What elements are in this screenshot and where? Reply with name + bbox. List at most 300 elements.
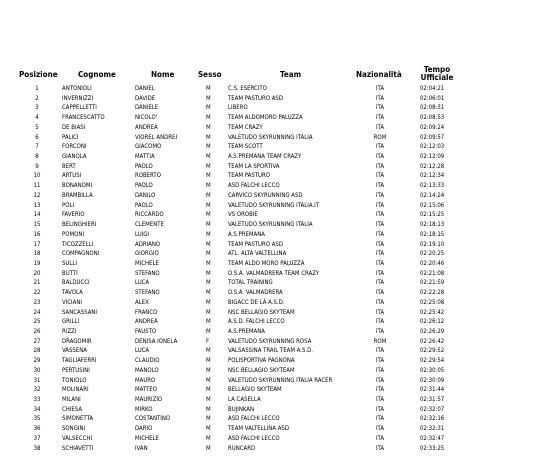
table-row [0,366,534,376]
time-cell: 02:32:16 [420,415,445,423]
nationality-cell: ITA [375,415,385,423]
sex-cell: M [206,211,211,219]
sex-cell: M [206,143,211,151]
position-cell: 24 [33,308,41,316]
sex-cell: M [206,172,211,180]
table-row [0,171,534,181]
table-row [0,414,534,424]
name-cell: MAURIZIO [135,396,163,403]
nationality-cell: ITA [375,94,385,102]
position-cell: 32 [33,386,41,394]
time-cell: 02:12:03 [420,143,445,151]
name-cell: DARIO [135,425,153,433]
name-cell: MAURO [135,376,156,384]
sex-cell: M [206,191,211,199]
team-cell: VS OROBIE [228,211,258,219]
sex-cell: M [206,298,211,306]
position-cell: 9 [35,162,39,170]
sex-cell: M [206,123,211,131]
name-cell: ANDREA [135,318,158,326]
surname-cell: INVERNIZZI [62,94,94,102]
surname-cell: GRILLI [62,318,80,326]
time-cell: 02:12:34 [420,172,445,180]
name-cell: PAOLO [135,201,153,209]
position-cell: 1 [35,85,39,92]
table-row [0,288,534,298]
surname-cell: BALDUCCI [62,279,90,287]
name-cell: FRANCO [135,308,158,316]
position-cell: 13 [33,201,41,209]
time-cell: 02:26:42 [420,337,445,345]
nationality-cell: ITA [375,279,385,287]
sex-cell: M [206,133,211,141]
table-row [0,317,534,327]
nationality-cell: ITA [375,85,385,92]
sex-cell: M [206,85,211,92]
team-cell: NSC BELLAGIO SKYTEAM [228,308,295,316]
name-cell: DANIELE [135,104,159,112]
team-cell: TEAM LA SPORTIVA [228,162,280,170]
table-row [0,142,534,152]
surname-cell: TICOZZELLI [62,240,94,248]
time-cell: 02:29:54 [420,357,445,365]
name-cell: DANILO [135,191,156,199]
position-cell: 34 [33,405,41,413]
table-row [0,327,534,337]
sex-cell: M [206,347,211,355]
nationality-cell: ITA [375,259,385,267]
sex-cell: M [206,269,211,277]
sex-cell: M [206,250,211,258]
surname-cell: MILANI [62,396,81,403]
sex-cell: M [206,162,211,170]
name-cell: LUIGI [135,230,150,238]
surname-cell: TAVOLA [62,289,83,297]
position-cell: 36 [33,425,41,433]
team-cell: CARVICO SKYRUNNING ASD [228,191,303,199]
position-cell: 21 [33,279,41,287]
team-cell: VALSASSINA TRAIL TEAM A.S.D. [228,347,314,355]
table-row [0,269,534,279]
position-cell: 38 [33,444,41,452]
team-cell: POLISPORTIVA PAGNONA [228,357,295,365]
sex-cell: M [206,240,211,248]
surname-cell: BELINGHIERI [62,221,97,229]
surname-cell: RIZZI [62,327,77,335]
name-cell: ADRIANO [135,240,161,248]
nationality-cell: ITA [375,201,385,209]
team-cell: TEAM SCOTT [228,143,263,151]
position-cell: 10 [33,172,41,180]
table-row [0,94,534,104]
time-cell: 02:26:29 [420,327,445,335]
time-cell: 02:22:28 [420,289,445,297]
sex-cell: M [206,221,211,229]
surname-cell: BUTTI [62,269,78,277]
nationality-cell: ITA [375,269,385,277]
sex-cell: M [206,327,211,335]
time-cell: 02:30:09 [420,376,445,384]
position-cell: 29 [33,357,41,365]
position-cell: 18 [33,250,41,258]
nationality-cell: ITA [375,289,385,297]
surname-cell: FAVERIO [62,211,85,219]
time-cell: 02:25:08 [420,298,445,306]
team-cell: TEAM PASTURO [228,172,271,180]
team-cell: C.S. ESERCITO [228,85,267,92]
table-row [0,434,534,444]
team-cell: BELLAGIO SKYTEAM [228,386,282,394]
team-cell: VALETUDO SKYRUNNING ROSA [228,337,312,345]
surname-cell: PERTUSINI [62,366,90,374]
position-cell: 17 [33,240,41,248]
position-cell: 26 [33,327,41,335]
table-row [0,84,534,94]
surname-cell: ARTUSI [62,172,82,180]
nationality-cell: ITA [375,221,385,229]
position-cell: 25 [33,318,41,326]
team-cell: A.S.D. FALCHI LECCO [228,318,285,326]
surname-cell: FRANCESCATTO [62,114,105,122]
team-cell: RUNCARD [228,444,256,452]
nationality-cell: ITA [375,444,385,452]
sex-cell: M [206,114,211,122]
surname-cell: SCHIAVETTI [62,444,94,452]
time-cell: 02:32:31 [420,425,445,433]
table-row [0,191,534,201]
time-cell: 02:14:24 [420,191,445,199]
position-cell: 12 [33,191,41,199]
surname-cell: VALSECCHI [62,434,93,442]
name-cell: COSTANTINO [135,415,171,423]
surname-cell: COMPAGNONI [62,250,100,258]
name-cell: DAVIDE [135,94,156,102]
team-cell: TEAM CRAZY [228,123,263,131]
surname-cell: BONANOMI [62,182,93,190]
name-cell: CLEMENTE [135,221,164,229]
table-row [0,424,534,434]
nationality-cell: ITA [375,327,385,335]
team-cell: O.S.A. VALMADRERA [228,289,283,297]
team-cell: TEAM ALDOMORO PALUZZA [228,114,303,122]
nationality-cell: ITA [375,240,385,248]
name-cell: ANDREA [135,123,158,131]
table-row [0,152,534,162]
nationality-cell: ITA [375,104,385,112]
surname-cell: SONGINI [62,425,86,433]
sex-cell: M [206,376,211,384]
surname-cell: BRAMBILLA [62,191,93,199]
sex-cell: M [206,308,211,316]
time-cell: 02:13:33 [420,182,445,190]
position-cell: 22 [33,289,41,297]
sex-cell: M [206,396,211,403]
sex-cell: F [206,337,210,345]
nationality-cell: ITA [375,347,385,355]
header-tempo-ufficiale [418,66,456,82]
time-cell: 02:31:44 [420,386,445,394]
team-cell: A.S.PREMANA TEAM CRAZY [228,153,302,161]
time-cell: 02:04:21 [420,85,445,92]
time-cell: 02:26:12 [420,318,445,326]
team-cell: TEAM PASTURO ASD [228,94,283,102]
team-cell: BIGACC DE LÂ A.S.D. [228,298,285,306]
name-cell: ROBERTO [135,172,161,180]
header-nazionalita: Nazionalità [356,70,402,79]
nationality-cell: ITA [375,318,385,326]
position-cell: 11 [33,182,41,190]
team-cell: ASD FALCHI LECCO [228,182,280,190]
team-cell: VALETUDO SKYRUNNING ITALIA [228,221,313,229]
surname-cell: SULLI [62,259,77,267]
position-cell: 14 [33,211,41,219]
time-cell: 02:18:15 [420,230,445,238]
table-row [0,385,534,395]
name-cell: MIRKO [135,405,153,413]
surname-cell: POLI [62,201,75,209]
time-cell: 02:08:53 [420,114,445,122]
name-cell: PAOLO [135,182,153,190]
position-cell: 8 [35,153,39,161]
surname-cell: DRAGOMIR [62,337,92,345]
surname-cell: PALICI [62,133,79,141]
time-cell: 02:12:28 [420,162,445,170]
sex-cell: M [206,318,211,326]
time-cell: 02:09:57 [420,133,445,141]
team-cell: VALETUDO SKYRUNNING ITALIA [228,133,313,141]
time-cell: 02:32:47 [420,434,445,442]
surname-cell: GIANOLA [62,153,87,161]
header-tempo-line1: Tempo [423,65,451,74]
time-cell: 02:09:24 [420,123,445,131]
time-cell: 02:08:31 [420,104,445,112]
table-row [0,181,534,191]
table-row [0,278,534,288]
name-cell: LUCA [135,347,150,355]
table-row [0,376,534,386]
sex-cell: M [206,94,211,102]
name-cell: GIORGIO [135,250,159,258]
position-cell: 5 [35,123,39,131]
name-cell: NICOLO' [135,114,158,122]
time-cell: 02:31:57 [420,396,445,403]
position-cell: 19 [33,259,41,267]
nationality-cell: ITA [375,308,385,316]
position-cell: 37 [33,434,41,442]
sex-cell: M [206,201,211,209]
sex-cell: M [206,182,211,190]
time-cell: 02:12:09 [420,153,445,161]
position-cell: 31 [33,376,41,384]
position-cell: 2 [35,94,39,102]
name-cell: MICHELE [135,434,159,442]
table-row [0,113,534,123]
header-sesso: Sesso [198,70,222,79]
sex-cell: M [206,153,211,161]
name-cell: MICHELE [135,259,159,267]
name-cell: ALEX [135,298,149,306]
sex-cell: M [206,425,211,433]
table-row [0,395,534,405]
name-cell: RICCARDO [135,211,164,219]
name-cell: FAUSTO [135,327,157,335]
team-cell: LA CASELLA [228,396,261,403]
nationality-cell: ITA [375,162,385,170]
name-cell: DENISA IONELA [135,337,178,345]
team-cell: TEAM PASTURO ASD [228,240,283,248]
time-cell: 02:21:08 [420,269,445,277]
name-cell: MATTIA [135,153,155,161]
header-tempo-line2: Ufficiale [420,73,454,82]
nationality-cell: ITA [375,191,385,199]
sex-cell: M [206,259,211,267]
sex-cell: M [206,386,211,394]
sex-cell: M [206,230,211,238]
sex-cell: M [206,289,211,297]
name-cell: MATTEO [135,386,158,394]
nationality-cell: ITA [375,425,385,433]
time-cell: 02:29:52 [420,347,445,355]
nationality-cell: ITA [375,396,385,403]
sex-cell: M [206,104,211,112]
table-row [0,230,534,240]
header-nome: Nome [151,70,175,79]
table-row [0,133,534,143]
name-cell: CLAUDIO [135,357,160,365]
nationality-cell: ITA [375,123,385,131]
header-team: Team [280,70,302,79]
surname-cell: SIMONETTA [62,415,94,423]
table-row [0,220,534,230]
surname-cell: BERT [62,162,76,170]
surname-cell: DE BIASI [62,123,86,131]
table-row [0,210,534,220]
time-cell: 02:15:06 [420,201,445,209]
team-cell: LIBERO [228,104,248,112]
nationality-cell: ITA [375,114,385,122]
sex-cell: M [206,366,211,374]
position-cell: 20 [33,269,41,277]
nationality-cell: ITA [375,298,385,306]
sex-cell: M [206,434,211,442]
team-cell: ATL. ALTA VALTELLINA [228,250,287,258]
table-row [0,405,534,415]
time-cell: 02:32:07 [420,405,445,413]
team-cell: NSC BELLAGIO SKYTEAM [228,366,295,374]
surname-cell: ANTONIOLI [62,85,92,92]
results-table [0,84,534,453]
surname-cell: VASSENA [62,347,87,355]
surname-cell: MOLINARI [62,386,89,394]
team-cell: A.S.PREMANA [228,327,265,335]
time-cell: 02:20:46 [420,259,445,267]
name-cell: PAOLO [135,162,153,170]
time-cell: 02:33:25 [420,444,445,452]
name-cell: DANIEL [135,85,155,92]
table-row [0,346,534,356]
team-cell: O.S.A. VALMADRERA TEAM CRAZY [228,269,320,277]
team-cell: TEAM VALTELLINA ASD [228,425,289,433]
nationality-cell: ITA [375,182,385,190]
sex-cell: M [206,444,211,452]
table-row [0,444,534,454]
nationality-cell: ITA [375,376,385,384]
team-cell: TEAM ALDO MORO PALUZZA [228,259,305,267]
surname-cell: FORCONI [62,143,87,151]
position-cell: 35 [33,415,41,423]
table-row [0,308,534,318]
surname-cell: VICIANI [62,298,82,306]
position-cell: 3 [35,104,39,112]
name-cell: IVAN [135,444,148,452]
time-cell: 02:19:10 [420,240,445,248]
name-cell: STEFANO [135,289,160,297]
table-row [0,201,534,211]
table-row [0,337,534,347]
name-cell: VIOREL ANDREI [135,133,178,141]
surname-cell: CAPPELLETTI [62,104,97,112]
position-cell: 27 [33,337,41,345]
nationality-cell: ITA [375,230,385,238]
nationality-cell: ROM [373,337,387,345]
position-cell: 16 [33,230,41,238]
time-cell: 02:18:13 [420,221,445,229]
nationality-cell: ITA [375,405,385,413]
sex-cell: M [206,279,211,287]
nationality-cell: ITA [375,386,385,394]
table-row [0,162,534,172]
nationality-cell: ITA [375,434,385,442]
surname-cell: POMONI [62,230,85,238]
nationality-cell: ITA [375,211,385,219]
team-cell: VALETUDO SKYRUNNING ITALIA RACER [228,376,333,384]
surname-cell: CHIESA [62,405,83,413]
time-cell: 02:06:01 [420,94,445,102]
position-cell: 23 [33,298,41,306]
team-cell: ASD FALCHI LECCO [228,434,280,442]
table-row [0,249,534,259]
nationality-cell: ROM [373,133,387,141]
time-cell: 02:21:59 [420,279,445,287]
sex-cell: M [206,405,211,413]
surname-cell: TAGLIAFERRI [62,357,97,365]
team-cell: VALETUDO SKYRUNNING ITALIA.IT [228,201,320,209]
name-cell: GIACOMO [135,143,162,151]
table-row [0,356,534,366]
time-cell: 02:15:25 [420,211,445,219]
position-cell: 15 [33,221,41,229]
surname-cell: TONIOLO [62,376,87,384]
position-cell: 28 [33,347,41,355]
name-cell: MANOLO [135,366,159,374]
position-cell: 30 [33,366,41,374]
nationality-cell: ITA [375,172,385,180]
nationality-cell: ITA [375,366,385,374]
table-row [0,123,534,133]
time-cell: 02:20:25 [420,250,445,258]
table-row [0,259,534,269]
table-row [0,103,534,113]
nationality-cell: ITA [375,357,385,365]
team-cell: ASD FALCHI LECCO [228,415,280,423]
table-row [0,298,534,308]
nationality-cell: ITA [375,250,385,258]
nationality-cell: ITA [375,153,385,161]
name-cell: LUCA [135,279,150,287]
table-row [0,240,534,250]
position-cell: 7 [35,143,39,151]
header-cognome: Cognome [78,70,116,79]
